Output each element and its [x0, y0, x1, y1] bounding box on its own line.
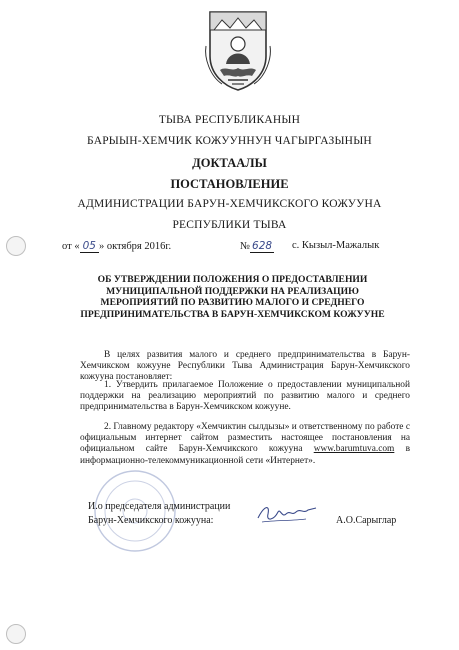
date-day-handwritten: 05	[80, 240, 99, 253]
place-of-issue: с. Кызыл-Мажалык	[292, 240, 380, 251]
official-website-link[interactable]: www.barumtuva.com	[313, 444, 395, 455]
document-number-field	[240, 240, 274, 252]
signatory-position	[88, 500, 230, 528]
date-suffix: » октября 2016г.	[98, 241, 172, 252]
header-line-republic: РЕСПУБЛИКИ ТЫВА	[172, 219, 287, 231]
body-item-2-text-end: в информационно-телекоммуникационной сети «Интернет».	[80, 444, 410, 466]
signatory-position-line-1: И.о председателя администрации	[88, 501, 231, 512]
handwritten-signature	[256, 500, 318, 526]
resolution-title-line-4: ПРЕДПРИНИМАТЕЛЬСТВА В БАРУН-ХЕМЧИКСКОМ КОЖУУНЕ	[80, 308, 385, 320]
body-intro-paragraph: В целях развития малого и среднего предпринимательства в Барун-Хемчикском кожууне Республики Тыва Администрация Барун-Хемчикского кожууна постановляет:	[80, 350, 410, 383]
body-item-2-text: 2. Главному редактору «Хемчиктин сылдызы» и ответственному по работе с официальным интернет сайтом разместить настоящее постановления на официальном сайте Барун-Хемчикского кожууна	[80, 422, 410, 455]
date-prefix: от «	[62, 241, 80, 252]
body-item-2	[80, 422, 410, 467]
document-number-handwritten: 628	[252, 240, 273, 252]
header-line-2: БАРЫЫН-ХЕМЧИК КОЖУУННУН ЧАГЫРГАЗЫНЫН	[87, 135, 372, 147]
header-title-doktaaly: ДОКТААЛЫ	[192, 156, 267, 170]
header-line-1: ТЫВА РЕСПУБЛИКАНЫН	[158, 114, 301, 126]
signatory-name: А.О.Сарыглар	[336, 515, 397, 526]
header-line-administration: АДМИНИСТРАЦИИ БАРУН-ХЕМЧИКСКОГО КОЖУУНА	[77, 198, 382, 210]
signatory-position-line-2: Барун-Хемчикского кожууна:	[88, 515, 214, 526]
resolution-title-line-1: ОБ УТВЕРЖДЕНИИ ПОЛОЖЕНИЯ О ПРЕДОСТАВЛЕНИИ	[97, 274, 368, 285]
number-label: №	[240, 241, 251, 252]
punch-hole-bottom	[6, 624, 26, 644]
resolution-title-line-3: МЕРОПРИЯТИЙ ПО РАЗВИТИЮ МАЛОГО И СРЕДНЕГО	[100, 297, 365, 308]
body-item-1: 1. Утвердить прилагаемое Положение о предоставлении муниципальной поддержки на реализацию мероприятий по развитию малого и среднего предпринимательства в Барун-Хемчикском кожууне.	[80, 380, 410, 413]
header-title-postanovlenie: ПОСТАНОВЛЕНИЕ	[170, 177, 289, 191]
coat-of-arms-emblem	[202, 6, 274, 92]
date-field	[62, 240, 171, 252]
resolution-title	[60, 274, 405, 320]
resolution-title-line-2: МУНИЦИПАЛЬНОЙ ПОДДЕРЖКИ НА РЕАЛИЗАЦИЮ	[106, 285, 359, 297]
punch-hole-top	[6, 236, 26, 256]
